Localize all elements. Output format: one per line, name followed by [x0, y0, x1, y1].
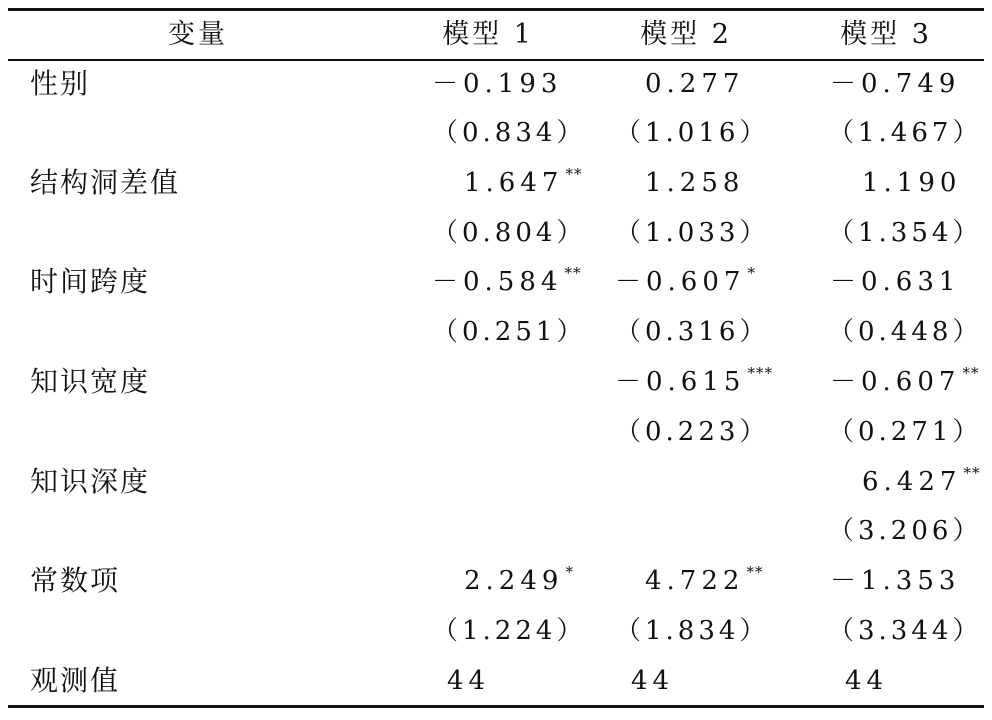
significance-stars: ** [564, 264, 582, 282]
header-model-1: 模型 1 [442, 19, 534, 50]
coef-knowledge-breadth-m2: －0.615 *** [615, 364, 773, 397]
se-time-span-m2: （0.316） [615, 317, 770, 347]
se-knowledge-breadth-m3: （0.271） [828, 417, 983, 447]
obs-m1: 44 [447, 666, 491, 696]
coef-gender-m1: －0.193 [432, 69, 563, 99]
se-knowledge-depth-m3: （3.206） [828, 516, 983, 546]
se-constant-m1: （1.224） [432, 616, 587, 646]
row-label-time-span: 时间跨度 [30, 265, 151, 298]
se-gender-m1: （0.834） [432, 118, 587, 148]
row-label-knowledge-breadth: 知识宽度 [30, 365, 151, 398]
row-label-gender: 性别 [30, 67, 91, 100]
obs-m3: 44 [845, 666, 889, 696]
coef-knowledge-depth-m3: 6.427 ** [862, 464, 981, 497]
coef-knowledge-breadth-m3: －0.607 ** [830, 364, 980, 397]
significance-stars: * [747, 264, 756, 282]
coef-gender-m2: 0.277 [645, 69, 745, 99]
obs-m2: 44 [631, 666, 675, 696]
row-label-knowledge-depth: 知识深度 [30, 465, 151, 498]
coef-structural-holes-m3: 1.190 [862, 168, 962, 198]
row-label-constant: 常数项 [30, 564, 121, 597]
significance-stars: ** [962, 364, 980, 382]
coef-structural-holes-m1: 1.647 ** [464, 165, 583, 198]
significance-stars: *** [747, 364, 773, 382]
row-label-structural-holes: 结构洞差值 [30, 166, 181, 199]
se-constant-m3: （3.344） [828, 616, 983, 646]
se-structural-holes-m1: （0.804） [432, 218, 587, 248]
coef-time-span-m1: －0.584 ** [432, 264, 582, 297]
table-top-rule [8, 8, 984, 11]
se-knowledge-breadth-m2: （0.223） [615, 417, 770, 447]
coef-constant-m3: －1.353 [830, 566, 961, 596]
row-label-observations: 观测值 [30, 664, 121, 697]
significance-stars: ** [746, 563, 764, 581]
coef-gender-m3: －0.749 [830, 69, 961, 99]
coef-constant-m1: 2.249 * [464, 563, 574, 596]
coef-time-span-m3: －0.631 [830, 267, 961, 297]
se-gender-m2: （1.016） [615, 118, 770, 148]
se-constant-m2: （1.834） [615, 616, 770, 646]
se-time-span-m3: （0.448） [828, 317, 983, 347]
coef-constant-m2: 4.722 ** [645, 563, 764, 596]
header-model-3: 模型 3 [840, 19, 932, 50]
se-time-span-m1: （0.251） [432, 317, 587, 347]
se-structural-holes-m3: （1.354） [828, 218, 983, 248]
coef-structural-holes-m2: 1.258 [645, 168, 745, 198]
se-structural-holes-m2: （1.033） [615, 218, 770, 248]
se-gender-m3: （1.467） [828, 118, 983, 148]
coef-time-span-m2: －0.607 * [615, 264, 756, 297]
significance-stars: ** [963, 464, 981, 482]
table-bottom-rule [8, 705, 984, 708]
header-model-2: 模型 2 [640, 19, 732, 50]
table-header-rule [8, 59, 984, 61]
header-variable: 变量 [168, 19, 228, 50]
significance-stars: * [565, 563, 574, 581]
significance-stars: ** [565, 165, 583, 183]
